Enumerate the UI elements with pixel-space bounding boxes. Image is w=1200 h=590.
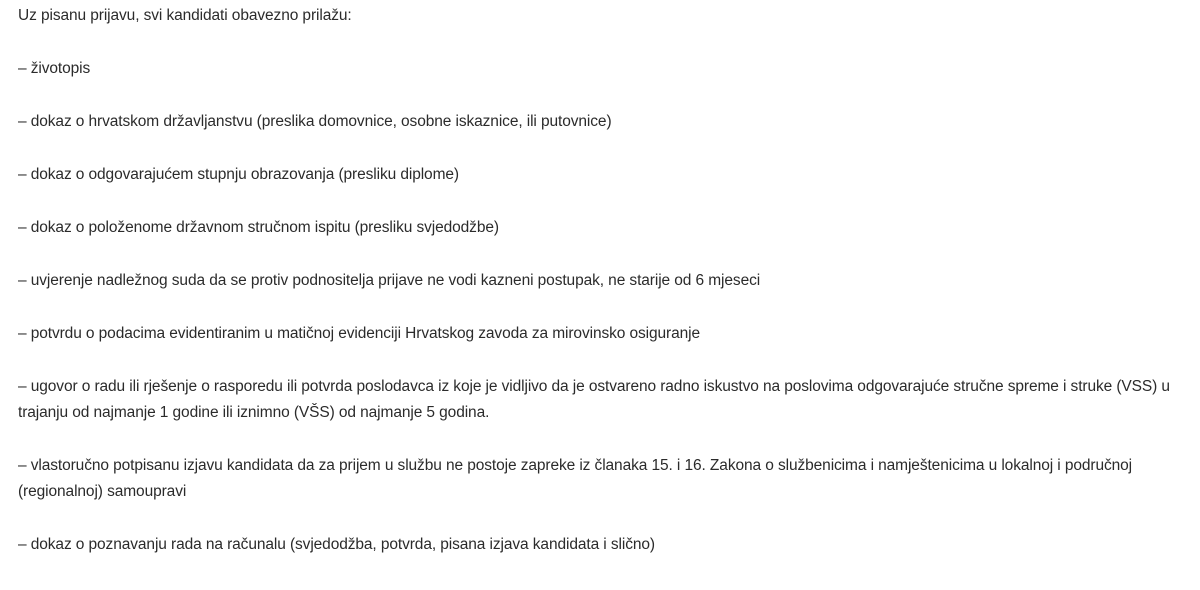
requirement-item-cv: – životopis bbox=[18, 60, 91, 77]
intro-paragraph: Uz pisanu prijavu, svi kandidati obavezno prilažu: bbox=[18, 7, 352, 24]
requirement-item-work-experience: – ugovor o radu ili rješenje o rasporedu ili potvrda poslodavca iz koje je vidljivo da je ostvareno radno iskustvo na poslovima odgovarajuće stručne spreme i struke (VSS) u trajanju od najmanje 1 godine ili iznimno (VŠS) od najmanje 5 godina. bbox=[18, 378, 1170, 421]
requirement-item-exam: – dokaz o položenome državnom stručnom ispitu (presliku svjedodžbe) bbox=[18, 219, 499, 236]
requirement-item-pension-record: – potvrdu o podacima evidentiranim u matičnoj evidenciji Hrvatskog zavoda za mirovinsko osiguranje bbox=[18, 325, 701, 342]
requirement-item-statement: – vlastoručno potpisanu izjavu kandidata da za prijem u službu ne postoje zapreke iz članaka 15. i 16. Zakona o službenicima i namještenicima u lokalnoj i područnoj (regionalnoj) samoupravi bbox=[18, 457, 1133, 500]
requirement-item-court-certificate: – uvjerenje nadležnog suda da se protiv podnositelja prijave ne vodi kazneni postupak, ne starije od 6 mjeseci bbox=[18, 272, 761, 289]
requirement-item-education: – dokaz o odgovarajućem stupnju obrazovanja (presliku diplome) bbox=[18, 166, 459, 183]
document-body bbox=[18, 0, 1188, 558]
requirement-item-computer-skills: – dokaz o poznavanju rada na računalu (svjedodžba, potvrda, pisana izjava kandidata i slično) bbox=[18, 536, 655, 553]
requirement-item-citizenship: – dokaz o hrvatskom državljanstvu (preslika domovnice, osobne iskaznice, ili putovnice) bbox=[18, 113, 612, 130]
